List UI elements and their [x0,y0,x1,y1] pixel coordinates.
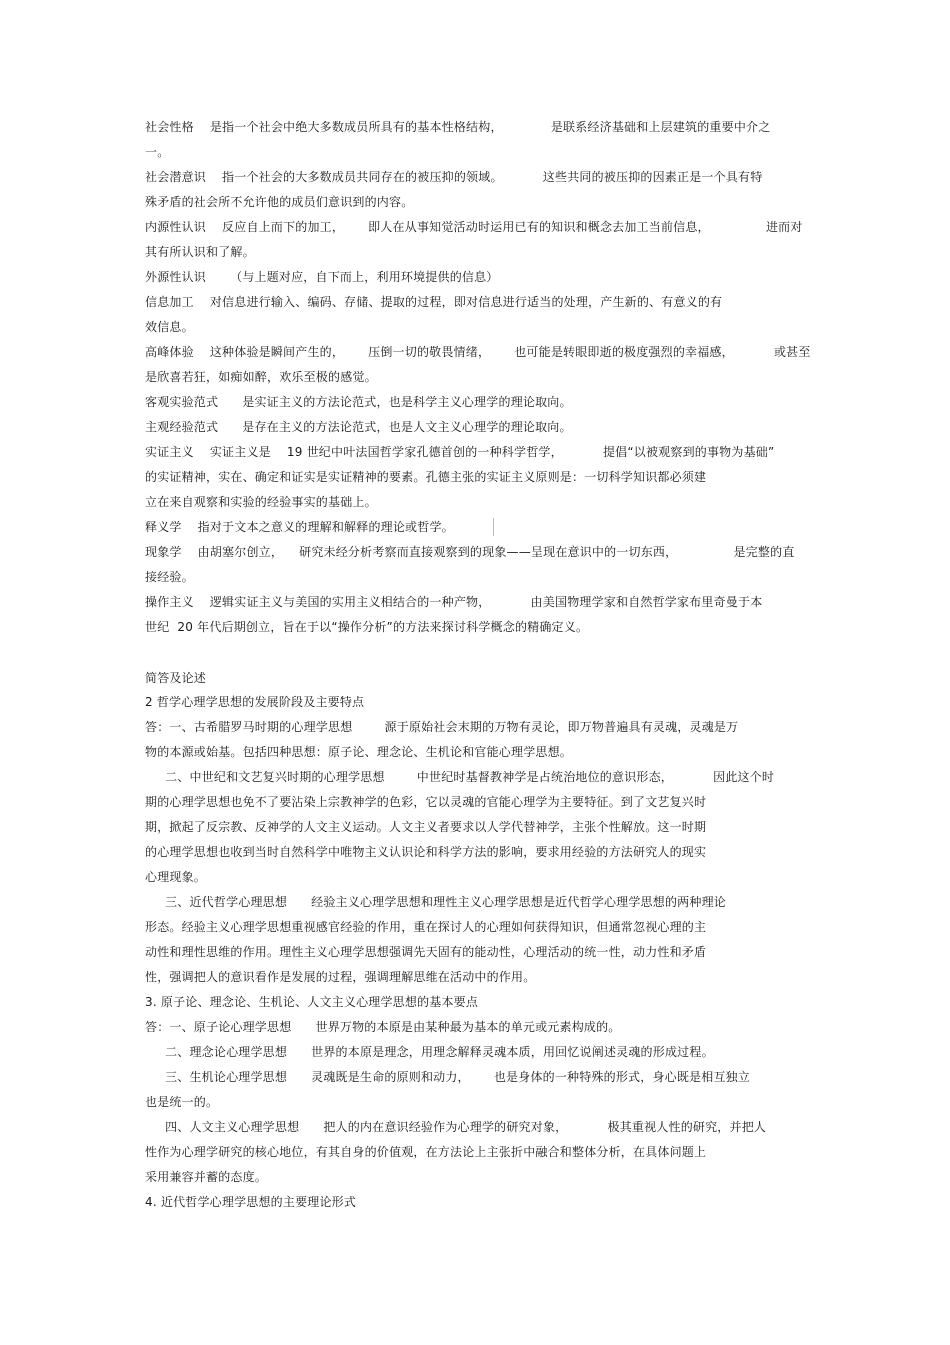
answer-line: 的心理学思想也收到当时自然科学中唯物主义认识论和科学方法的影响，要求用经验的方法研究人的现实 [145,845,707,859]
question-4: 4. 近代哲学心理学思想的主要理论形式 [145,1195,357,1209]
term-positivism: 实证主义 实证主义是 19 世纪中叶法国哲学家孔德首创的一种科学哲学， 提倡“以被观察到的事物为基础” [145,445,775,459]
term-operationism: 操作主义 逻辑实证主义与美国的实用主义相结合的一种产物， 由美国物理学家和自然哲学家布里奇曼于本 [145,595,763,609]
text-cursor-divider [493,518,494,536]
text-line: 的实证精神，实在、确定和证实是实证精神的要素。孔德主张的实证主义原则是：一切科学知识都必须建 [145,470,707,484]
answer-line: 二、理念论心理学思想 世界的本原是理念，用理念解释灵魂本质，用回忆说阐述灵魂的形成过程。 [145,1045,714,1059]
text-line: 殊矛盾的社会所不允许他的成员们意识到的内容。 [145,195,414,209]
term-hermeneutics: 释义学 指对于文本之意义的理解和解释的理论或哲学。 [145,520,454,534]
answer-line: 期，掀起了反宗教、反神学的人文主义运动。人文主义者要求以人学代替神学，主张个性解放。这一时期 [145,820,707,834]
answer-line: 物的本源或始基。包括四种思想：原子论、理念论、生机论和官能心理学思想。 [145,745,573,759]
text-line: 是欣喜若狂，如痴如醉，欢乐至极的感觉。 [145,370,377,384]
term-peak-experience: 高峰体验 这种体验是瞬间产生的， 压倒一切的敬畏情绪， 也可能是转眼即逝的极度强烈的幸福感， 或甚至 [145,345,811,359]
term-subjective-paradigm: 主观经验范式 是存在主义的方法论范式，也是人文主义心理学的理论取向。 [145,420,572,434]
answer-line: 三、生机论心理学思想 灵魂既是生命的原则和动力， 也是身体的一种特殊的形式，身心既是相互独立 [145,1070,751,1084]
answer-line: 答：一、原子论心理学思想 世界万物的本原是由某种最为基本的单元或元素构成的。 [145,1020,621,1034]
answer-line: 三、近代哲学心理思想 经验主义心理学思想和理性主义心理学思想是近代哲学心理学思想的两种理论 [145,895,726,909]
question-3: 3. 原子论、理念论、生机论、人文主义心理学思想的基本要点 [145,995,479,1009]
text-line: 接经验。 [145,570,194,584]
term-phenomenology: 现象学 由胡塞尔创立， 研究未经分析考察而直接观察到的现象——呈现在意识中的一切东西， 是完整的直 [145,545,795,559]
answer-line: 性作为心理学研究的核心地位，有其自身的价值观，在方法论上主张折中融合和整体分析，在具体问题上 [145,1145,707,1159]
answer-line: 期的心理学思想也免不了要沾染上宗教神学的色彩，它以灵魂的官能心理学为主要特征。到了文艺复兴时 [145,795,707,809]
answer-line: 动性和理性思维的作用。理性主义心理学思想强调先天固有的能动性，心理活动的统一性，动力性和矛盾 [145,945,707,959]
answer-line: 也是统一的。 [145,1095,219,1109]
term-information-processing: 信息加工 对信息进行输入、编码、存储、提取的过程，即对信息进行适当的处理，产生新的、有意义的有 [145,295,723,309]
term-exogenous-cognition: 外源性认识 （与上题对应，自下而上，利用环境提供的信息） [145,270,499,284]
answer-line: 四、人文主义心理学思想 把人的内在意识经验作为心理学的研究对象， 极其重视人性的研究，并把人 [145,1120,767,1134]
answer-line: 性，强调把人的意识看作是发展的过程，强调理解思维在活动中的作用。 [145,970,536,984]
term-endogenous-cognition: 内源性认识 反应自上而下的加工， 即人在从事知觉活动时运用已有的知识和概念去加工当前信息， 进而对 [145,220,803,234]
answer-line: 二、中世纪和文艺复兴时期的心理学思想 中世纪时基督教神学是占统治地位的意识形态， 因此这个时 [145,770,775,784]
text-line: 一。 [145,145,170,159]
term-social-character: 社会性格 是指一个社会中绝大多数成员所具有的基本性格结构， 是联系经济基础和上层建筑的重要中介之 [145,120,771,134]
term-objective-paradigm: 客观实验范式 是实证主义的方法论范式，也是科学主义心理学的理论取向。 [145,395,572,409]
answer-line: 形态。经验主义心理学思想重视感官经验的作用，重在探讨人的心理如何获得知识，但通常忽视心理的主 [145,920,707,934]
term-social-unconscious: 社会潜意识 指一个社会的大多数成员共同存在的被压抑的领域。 这些共同的被压抑的因素正是一个具有特 [145,170,763,184]
text-line: 效信息。 [145,320,194,334]
text-line: 立在来自观察和实验的经验事实的基础上。 [145,495,377,509]
text-line: 世纪 20 年代后期创立，旨在于以“操作分析”的方法来探讨科学概念的精确定义。 [145,620,589,634]
answer-line: 答：一、古希腊罗马时期的心理学思想 源于原始社会末期的万物有灵论，即万物普遍具有灵魂，灵魂是万 [145,720,739,734]
answer-line: 心理现象。 [145,870,207,884]
question-2: 2 哲学心理学思想的发展阶段及主要特点 [145,695,365,709]
section-heading: 简答及论述 [145,671,207,685]
answer-line: 采用兼容并蓄的态度。 [145,1170,268,1184]
text-line: 其有所认识和了解。 [145,245,255,259]
